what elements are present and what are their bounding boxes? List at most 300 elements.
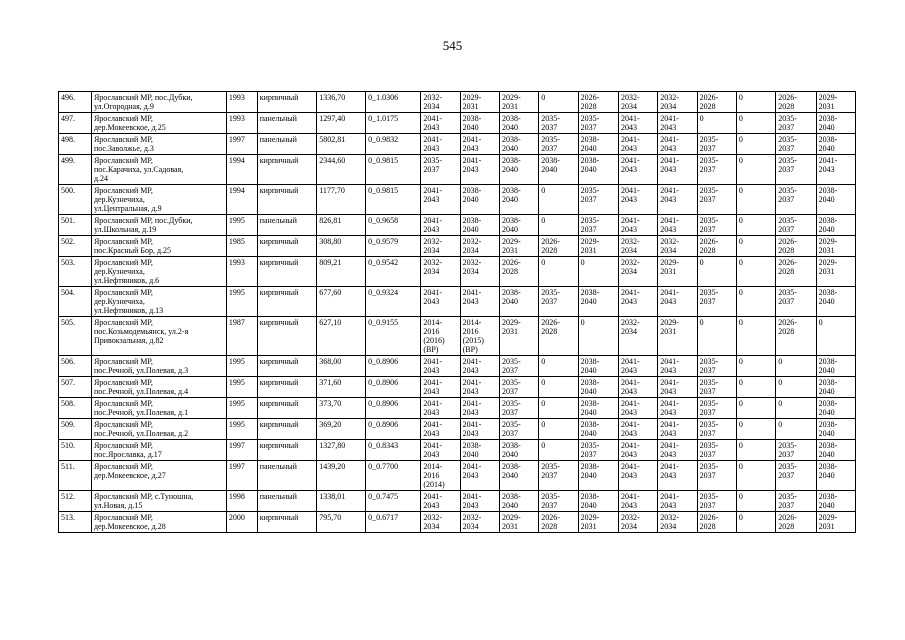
address-cell: Ярославский МР, пос.Дубки, ул.Школьная, д.19 [91,215,226,236]
work-period-cell: 0 [736,491,775,512]
year-cell: 1987 [226,317,257,356]
address-cell: Ярославский МР, дер.Мокеевское, д.28 [91,512,226,533]
work-period-cell: 2038- 2040 [578,155,618,185]
area-cell: 1439,20 [317,461,366,491]
wall-material-cell: кирпичный [257,92,317,113]
work-period-cell: 2038- 2040 [460,113,499,134]
coefficient-cell: 0_0.6717 [366,512,421,533]
address-cell: Ярославский МР, пос.Речной, ул.Полевая, д.4 [91,377,226,398]
work-period-cell: 2041- 2043 [658,155,697,185]
address-cell: Ярославский МР, пос.Дубки, ул.Огородная, д.9 [91,92,226,113]
work-period-cell: 2038- 2040 [816,461,855,491]
year-cell: 1995 [226,215,257,236]
year-cell: 1995 [226,398,257,419]
work-period-cell: 2035- 2037 [776,185,816,215]
work-period-cell: 0 [736,185,775,215]
row-number-cell: 506. [59,356,92,377]
address-cell: Ярославский МР, дер.Кузнечиха, ул.Центральная, д.9 [91,185,226,215]
table-row [59,461,856,491]
work-period-cell: 2035- 2037 [539,461,578,491]
work-period-cell: 2041- 2043 [421,398,460,419]
work-period-cell: 2035- 2037 [697,419,736,440]
work-period-cell: 2035- 2037 [499,356,538,377]
work-period-cell: 2038- 2040 [499,134,538,155]
work-period-cell: 2041- 2043 [658,419,697,440]
work-period-cell: 2041- 2043 [658,461,697,491]
work-period-cell: 2035- 2037 [776,491,816,512]
work-period-cell: 0 [578,317,618,356]
work-period-cell: 0 [736,317,775,356]
address-cell: Ярославский МР, пос.Красный Бор, д.25 [91,236,226,257]
work-period-cell: 2026- 2028 [539,317,578,356]
area-cell: 627,10 [317,317,366,356]
work-period-cell: 0 [697,257,736,287]
work-period-cell: 2029- 2031 [816,512,855,533]
work-period-cell: 2026- 2028 [776,92,816,113]
work-period-cell: 2038- 2040 [816,419,855,440]
area-cell: 371,60 [317,377,366,398]
work-period-cell: 2026- 2028 [578,92,618,113]
work-period-cell: 2038- 2040 [578,491,618,512]
work-period-cell: 2038- 2040 [578,461,618,491]
work-period-cell: 2038- 2040 [578,398,618,419]
wall-material-cell: кирпичный [257,377,317,398]
coefficient-cell: 0_0.9815 [366,185,421,215]
work-period-cell: 2035- 2037 [776,134,816,155]
work-period-cell: 2032- 2034 [421,92,460,113]
work-period-cell: 0 [539,92,578,113]
work-period-cell: 2038- 2040 [499,185,538,215]
work-period-cell: 2038- 2040 [499,491,538,512]
work-period-cell: 2038- 2040 [499,155,538,185]
work-period-cell: 2032- 2034 [618,512,657,533]
row-number-cell: 496. [59,92,92,113]
work-period-cell: 2041- 2043 [421,185,460,215]
work-period-cell: 2029- 2031 [816,236,855,257]
work-period-cell: 2038- 2040 [499,215,538,236]
work-period-cell: 2041- 2043 [658,377,697,398]
table-row [59,257,856,287]
address-cell: Ярославский МР, пос.Речной, ул.Полевая, д.3 [91,356,226,377]
work-period-cell: 2038- 2040 [816,185,855,215]
row-number-cell: 512. [59,491,92,512]
work-period-cell: 2035- 2037 [697,134,736,155]
year-cell: 1995 [226,377,257,398]
wall-material-cell: панельный [257,134,317,155]
year-cell: 1995 [226,419,257,440]
work-period-cell: 2035- 2037 [697,491,736,512]
work-period-cell: 2038- 2040 [816,398,855,419]
year-cell: 1994 [226,155,257,185]
work-period-cell: 2038- 2040 [578,356,618,377]
work-period-cell: 0 [736,440,775,461]
coefficient-cell: 0_0.9658 [366,215,421,236]
area-cell: 826,81 [317,215,366,236]
work-period-cell: 0 [697,113,736,134]
work-period-cell: 2041- 2043 [421,440,460,461]
table-row [59,287,856,317]
wall-material-cell: кирпичный [257,317,317,356]
work-period-cell: 2032- 2034 [460,512,499,533]
work-period-cell: 2032- 2034 [421,257,460,287]
work-period-cell: 2035- 2037 [539,491,578,512]
work-period-cell: 2038- 2040 [816,113,855,134]
coefficient-cell: 0_0.9832 [366,134,421,155]
work-period-cell: 0 [816,317,855,356]
work-period-cell: 2014- 2016 (2014) [421,461,460,491]
work-period-cell: 0 [736,113,775,134]
row-number-cell: 499. [59,155,92,185]
area-cell: 2344,60 [317,155,366,185]
work-period-cell: 2041- 2043 [460,134,499,155]
wall-material-cell: панельный [257,461,317,491]
work-period-cell: 2032- 2034 [460,257,499,287]
work-period-cell: 2041- 2043 [618,419,657,440]
table-row [59,113,856,134]
work-period-cell: 2041- 2043 [421,491,460,512]
work-period-cell: 2029- 2031 [499,92,538,113]
work-period-cell: 2041- 2043 [460,287,499,317]
work-period-cell: 2041- 2043 [460,419,499,440]
work-period-cell: 2041- 2043 [460,461,499,491]
area-cell: 373,70 [317,398,366,419]
work-period-cell: 0 [539,356,578,377]
area-cell: 5802,81 [317,134,366,155]
table-row [59,155,856,185]
work-period-cell: 2035- 2037 [776,113,816,134]
work-period-cell: 2035- 2037 [697,356,736,377]
work-period-cell: 2014- 2016 (2015) (ВР) [460,317,499,356]
page-number: 545 [442,38,463,53]
work-period-cell: 2029- 2031 [460,92,499,113]
row-number-cell: 503. [59,257,92,287]
work-period-cell: 2041- 2043 [460,356,499,377]
coefficient-cell: 0_1.0175 [366,113,421,134]
work-period-cell: 2035- 2037 [697,215,736,236]
work-period-cell: 2035- 2037 [499,398,538,419]
work-period-cell: 2038- 2040 [499,461,538,491]
work-period-cell: 2041- 2043 [460,377,499,398]
area-cell: 1297,40 [317,113,366,134]
housing-registry-table [58,91,856,533]
work-period-cell: 2038- 2040 [539,155,578,185]
work-period-cell: 0 [776,419,816,440]
work-period-cell: 2035- 2037 [539,113,578,134]
work-period-cell: 0 [776,398,816,419]
work-period-cell: 2038- 2040 [816,440,855,461]
work-period-cell: 2041- 2043 [658,185,697,215]
year-cell: 1995 [226,287,257,317]
work-period-cell: 0 [539,398,578,419]
work-period-cell: 2035- 2037 [776,461,816,491]
row-number-cell: 497. [59,113,92,134]
work-period-cell: 2041- 2043 [421,377,460,398]
work-period-cell: 2032- 2034 [421,236,460,257]
row-number-cell: 502. [59,236,92,257]
row-number-cell: 500. [59,185,92,215]
coefficient-cell: 0_0.9815 [366,155,421,185]
work-period-cell: 0 [539,419,578,440]
address-cell: Ярославский МР, пос.Козьмодемьянск, ул.2-я Привокзальная, д.82 [91,317,226,356]
work-period-cell: 2035- 2037 [697,461,736,491]
work-period-cell: 2035- 2037 [697,377,736,398]
work-period-cell: 0 [736,215,775,236]
work-period-cell: 2029- 2031 [658,317,697,356]
work-period-cell: 2041- 2043 [460,155,499,185]
row-number-cell: 508. [59,398,92,419]
work-period-cell: 0 [697,317,736,356]
work-period-cell: 2029- 2031 [578,512,618,533]
address-cell: Ярославский МР, дер.Кузнечиха, ул.Нефтяников, д.13 [91,287,226,317]
work-period-cell: 2035- 2037 [539,134,578,155]
work-period-cell: 2035- 2037 [697,440,736,461]
work-period-cell: 0 [776,356,816,377]
work-period-cell: 0 [736,461,775,491]
work-period-cell: 2041- 2043 [658,398,697,419]
work-period-cell: 2038- 2040 [816,491,855,512]
address-cell: Ярославский МР, пос.Карачиха, ул.Садовая, д.24 [91,155,226,185]
wall-material-cell: панельный [257,491,317,512]
work-period-cell: 2038- 2040 [578,419,618,440]
work-period-cell: 2041- 2043 [421,215,460,236]
work-period-cell: 0 [736,356,775,377]
work-period-cell: 2035- 2037 [697,155,736,185]
wall-material-cell: кирпичный [257,356,317,377]
table-row [59,92,856,113]
work-period-cell: 2038- 2040 [578,134,618,155]
row-number-cell: 511. [59,461,92,491]
work-period-cell: 2032- 2034 [460,236,499,257]
work-period-cell: 2038- 2040 [816,134,855,155]
area-cell: 809,21 [317,257,366,287]
work-period-cell: 2026- 2028 [499,257,538,287]
work-period-cell: 2038- 2040 [578,287,618,317]
table-row [59,440,856,461]
coefficient-cell: 0_0.8906 [366,398,421,419]
work-period-cell: 2035- 2037 [578,215,618,236]
work-period-cell: 2041- 2043 [658,491,697,512]
work-period-cell: 2038- 2040 [499,440,538,461]
coefficient-cell: 0_0.9579 [366,236,421,257]
work-period-cell: 2041- 2043 [618,134,657,155]
work-period-cell: 2035- 2037 [499,377,538,398]
work-period-cell: 2026- 2028 [539,236,578,257]
wall-material-cell: кирпичный [257,398,317,419]
area-cell: 1327,80 [317,440,366,461]
work-period-cell: 2035- 2037 [499,419,538,440]
work-period-cell: 2041- 2043 [658,440,697,461]
table-row [59,215,856,236]
work-period-cell: 2041- 2043 [421,419,460,440]
work-period-cell: 2035- 2037 [697,185,736,215]
area-cell: 1177,70 [317,185,366,215]
work-period-cell: 2035- 2037 [421,155,460,185]
work-period-cell: 2035- 2037 [776,215,816,236]
work-period-cell: 0 [539,377,578,398]
work-period-cell: 0 [736,257,775,287]
work-period-cell: 2041- 2043 [460,398,499,419]
row-number-cell: 513. [59,512,92,533]
address-cell: Ярославский МР, пос.Ярославка, д.17 [91,440,226,461]
year-cell: 1993 [226,257,257,287]
year-cell: 1994 [226,185,257,215]
wall-material-cell: панельный [257,215,317,236]
work-period-cell: 2029- 2031 [658,257,697,287]
work-period-cell: 2035- 2037 [697,398,736,419]
work-period-cell: 2041- 2043 [658,134,697,155]
work-period-cell: 2029- 2031 [816,92,855,113]
year-cell: 1997 [226,440,257,461]
work-period-cell: 2041- 2043 [658,215,697,236]
work-period-cell: 2041- 2043 [618,398,657,419]
work-period-cell: 2032- 2034 [618,236,657,257]
work-period-cell: 2041- 2043 [618,356,657,377]
work-period-cell: 2026- 2028 [776,512,816,533]
work-period-cell: 2041- 2043 [618,461,657,491]
work-period-cell: 2035- 2037 [578,113,618,134]
year-cell: 1998 [226,491,257,512]
work-period-cell: 2026- 2028 [776,257,816,287]
work-period-cell: 2038- 2040 [460,185,499,215]
work-period-cell: 2032- 2034 [658,236,697,257]
coefficient-cell: 0_0.8343 [366,440,421,461]
table-row [59,491,856,512]
wall-material-cell: кирпичный [257,512,317,533]
work-period-cell: 2041- 2043 [618,377,657,398]
work-period-cell: 0 [736,419,775,440]
area-cell: 369,20 [317,419,366,440]
year-cell: 1997 [226,461,257,491]
address-cell: Ярославский МР, с.Туношна, ул.Новая, д.15 [91,491,226,512]
work-period-cell: 2038- 2040 [460,440,499,461]
row-number-cell: 501. [59,215,92,236]
table-row [59,317,856,356]
work-period-cell: 2038- 2040 [816,377,855,398]
work-period-cell: 2026- 2028 [697,512,736,533]
work-period-cell: 2041- 2043 [618,155,657,185]
wall-material-cell: кирпичный [257,440,317,461]
work-period-cell: 0 [736,155,775,185]
work-period-cell: 2041- 2043 [618,491,657,512]
table-row [59,398,856,419]
row-number-cell: 510. [59,440,92,461]
row-number-cell: 507. [59,377,92,398]
row-number-cell: 505. [59,317,92,356]
work-period-cell: 2032- 2034 [618,257,657,287]
work-period-cell: 2029- 2031 [578,236,618,257]
address-cell: Ярославский МР, дер.Мокеевское, д.27 [91,461,226,491]
area-cell: 368,00 [317,356,366,377]
work-period-cell: 2041- 2043 [658,287,697,317]
work-period-cell: 2041- 2043 [421,356,460,377]
address-cell: Ярославский МР, дер.Мокеевское, д.25 [91,113,226,134]
coefficient-cell: 0_0.9155 [366,317,421,356]
work-period-cell: 2041- 2043 [816,155,855,185]
work-period-cell: 2029- 2031 [499,512,538,533]
year-cell: 1995 [226,356,257,377]
work-period-cell: 0 [736,236,775,257]
work-period-cell: 2041- 2043 [618,215,657,236]
work-period-cell: 2032- 2034 [658,512,697,533]
work-period-cell: 2032- 2034 [658,92,697,113]
work-period-cell: 2026- 2028 [697,236,736,257]
year-cell: 1985 [226,236,257,257]
address-cell: Ярославский МР, пос.Речной, ул.Полевая, д.1 [91,398,226,419]
row-number-cell: 504. [59,287,92,317]
work-period-cell: 0 [776,377,816,398]
work-period-cell: 2026- 2028 [539,512,578,533]
coefficient-cell: 0_0.8906 [366,419,421,440]
work-period-cell: 2026- 2028 [776,317,816,356]
work-period-cell: 0 [736,398,775,419]
work-period-cell: 2029- 2031 [499,317,538,356]
wall-material-cell: панельный [257,113,317,134]
coefficient-cell: 0_0.9324 [366,287,421,317]
work-period-cell: 2038- 2040 [816,356,855,377]
work-period-cell: 2041- 2043 [658,113,697,134]
year-cell: 1993 [226,92,257,113]
work-period-cell: 2041- 2043 [618,287,657,317]
work-period-cell: 2041- 2043 [618,440,657,461]
work-period-cell: 0 [736,377,775,398]
work-period-cell: 2041- 2043 [618,185,657,215]
row-number-cell: 498. [59,134,92,155]
work-period-cell: 2038- 2040 [578,377,618,398]
work-period-cell: 2035- 2037 [539,287,578,317]
work-period-cell: 2029- 2031 [499,236,538,257]
work-period-cell: 2032- 2034 [421,512,460,533]
table-row [59,356,856,377]
year-cell: 1993 [226,113,257,134]
work-period-cell: 2035- 2037 [776,287,816,317]
table-row [59,185,856,215]
wall-material-cell: кирпичный [257,236,317,257]
area-cell: 1336,70 [317,92,366,113]
work-period-cell: 2038- 2040 [816,215,855,236]
work-period-cell: 0 [539,257,578,287]
work-period-cell: 2026- 2028 [776,236,816,257]
work-period-cell: 2041- 2043 [460,491,499,512]
address-cell: Ярославский МР, пос.Речной, ул.Полевая, д.2 [91,419,226,440]
coefficient-cell: 0_0.7700 [366,461,421,491]
work-period-cell: 2035- 2037 [776,155,816,185]
table-row [59,134,856,155]
wall-material-cell: кирпичный [257,419,317,440]
work-period-cell: 2041- 2043 [658,356,697,377]
work-period-cell: 0 [539,185,578,215]
wall-material-cell: кирпичный [257,287,317,317]
work-period-cell: 2041- 2043 [421,113,460,134]
work-period-cell: 2041- 2043 [618,113,657,134]
work-period-cell: 0 [736,134,775,155]
area-cell: 677,60 [317,287,366,317]
work-period-cell: 0 [578,257,618,287]
year-cell: 1997 [226,134,257,155]
coefficient-cell: 0_1.0306 [366,92,421,113]
work-period-cell: 2038- 2040 [499,113,538,134]
work-period-cell: 2035- 2037 [697,287,736,317]
table-row [59,377,856,398]
year-cell: 2000 [226,512,257,533]
coefficient-cell: 0_0.8906 [366,377,421,398]
work-period-cell: 2038- 2040 [499,287,538,317]
work-period-cell: 2035- 2037 [776,440,816,461]
row-number-cell: 509. [59,419,92,440]
coefficient-cell: 0_0.8906 [366,356,421,377]
table-row [59,236,856,257]
work-period-cell: 2035- 2037 [578,185,618,215]
coefficient-cell: 0_0.7475 [366,491,421,512]
